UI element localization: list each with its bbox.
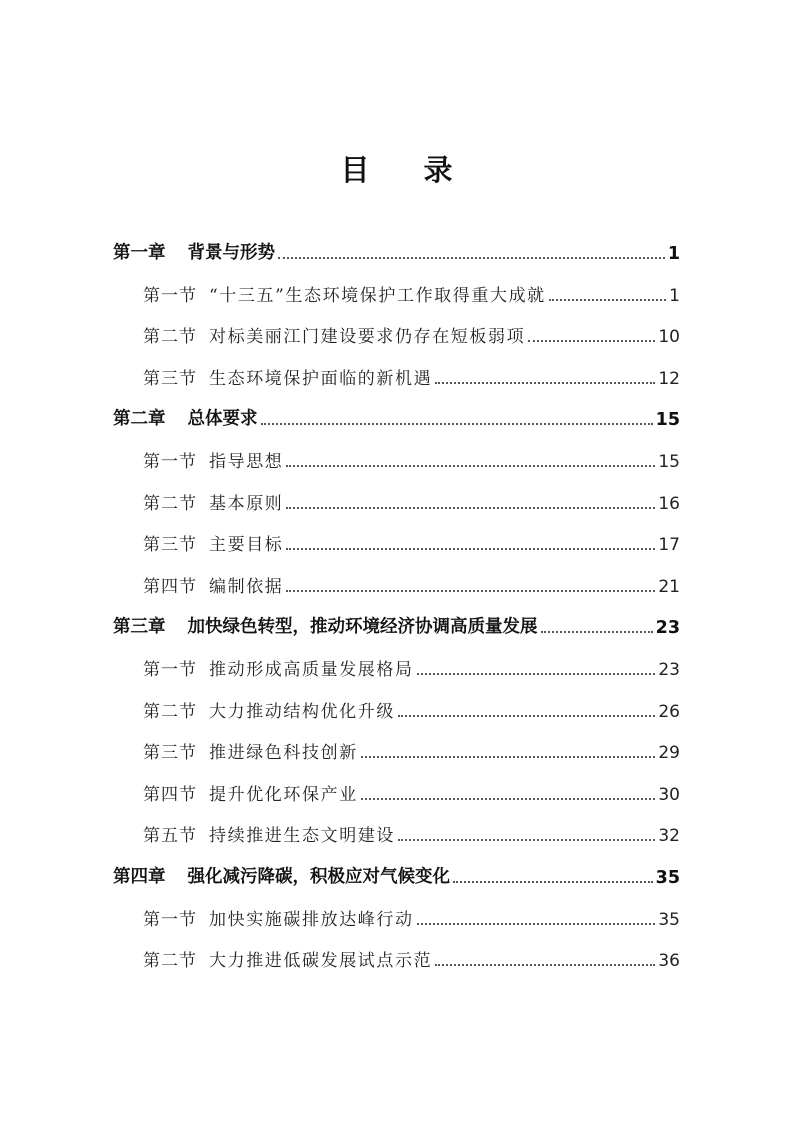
chapter-title: 加快绿色转型，推动环境经济协调高质量发展 — [187, 617, 538, 638]
dot-leader — [286, 465, 655, 467]
toc-section-entry[interactable] — [143, 282, 680, 306]
page-number: 1 — [669, 285, 680, 306]
page-number: 15 — [658, 452, 680, 472]
toc-entry-label — [113, 613, 538, 638]
section-title: 主要目标 — [209, 535, 284, 556]
section-number: 第二节 — [143, 701, 197, 722]
toc-entry-label — [143, 489, 283, 514]
page-title: 目 录 — [340, 153, 475, 187]
section-number: 第一节 — [143, 285, 197, 306]
section-number: 第三节 — [143, 535, 197, 556]
section-number: 第三节 — [143, 368, 197, 389]
chapter-number: 第三章 — [113, 617, 166, 638]
dot-leader — [361, 756, 656, 758]
section-number: 第五节 — [143, 826, 197, 847]
section-title: “十三五”生态环境保护工作取得重大成就 — [209, 285, 546, 306]
section-number: 第二节 — [143, 951, 197, 972]
page-number: 29 — [658, 743, 680, 764]
section-number: 第一节 — [143, 660, 197, 680]
toc-entry-label — [143, 322, 525, 347]
toc-section-entry[interactable] — [143, 822, 680, 846]
toc-chapter-entry[interactable] — [113, 406, 680, 430]
section-title: 推进绿色科技创新 — [209, 743, 358, 764]
toc-section-entry[interactable] — [143, 573, 680, 597]
page-number: 30 — [658, 784, 680, 805]
toc-entry-label — [143, 655, 414, 680]
section-title: 基本原则 — [209, 493, 284, 514]
toc-entry-label — [143, 447, 283, 472]
section-title: 推动形成高质量发展格局 — [209, 660, 414, 680]
toc-entry-label — [143, 946, 432, 971]
section-number: 第三节 — [143, 743, 197, 764]
toc-entry-label — [143, 364, 432, 389]
toc-entry-label — [143, 281, 546, 306]
dot-leader — [549, 299, 666, 301]
page-number: 26 — [658, 701, 680, 722]
dot-leader — [286, 590, 655, 592]
toc-section-entry[interactable] — [143, 781, 680, 805]
section-title: 大力推进低碳发展试点示范 — [209, 951, 433, 972]
toc-section-entry[interactable] — [143, 365, 680, 389]
dot-leader — [398, 715, 655, 717]
section-number: 第四节 — [143, 784, 197, 805]
toc-section-entry[interactable] — [143, 947, 680, 971]
toc-section-entry[interactable] — [143, 906, 680, 930]
page-number: 10 — [658, 327, 680, 348]
chapter-number: 第四章 — [113, 867, 166, 887]
chapter-title: 强化减污降碳，积极应对气候变化 — [187, 867, 450, 887]
section-title: 加快实施碳排放达峰行动 — [209, 909, 414, 930]
dot-leader — [528, 340, 655, 342]
toc-chapter-entry[interactable] — [113, 614, 680, 638]
section-number: 第二节 — [143, 327, 197, 348]
toc-entry-label — [143, 821, 395, 846]
page-number: 23 — [655, 618, 680, 639]
toc-entry-label — [113, 239, 275, 264]
page-number: 17 — [658, 535, 680, 556]
section-title: 指导思想 — [209, 452, 284, 472]
toc-section-entry[interactable] — [143, 739, 680, 763]
toc-entry-label — [113, 863, 450, 888]
section-title: 大力推动结构优化升级 — [209, 701, 395, 722]
page-number: 12 — [658, 368, 680, 389]
dot-leader — [453, 881, 653, 883]
page-number: 35 — [658, 909, 680, 930]
toc-entry-label — [113, 405, 258, 430]
toc-entry-label — [143, 780, 358, 805]
page-number: 1 — [667, 244, 680, 264]
dot-leader — [541, 631, 653, 633]
chapter-title: 总体要求 — [187, 409, 258, 430]
chapter-number: 第二章 — [113, 409, 166, 430]
toc-entry-label — [143, 738, 358, 763]
dot-leader — [417, 673, 656, 675]
section-title: 编制依据 — [209, 576, 284, 597]
section-title: 生态环境保护面临的新机遇 — [209, 368, 433, 389]
dot-leader — [361, 798, 656, 800]
dot-leader — [261, 423, 653, 425]
toc-section-entry[interactable] — [143, 531, 680, 555]
toc-entry-label — [143, 530, 283, 555]
section-title: 对标美丽江门建设要求仍存在短板弱项 — [209, 327, 526, 348]
toc-chapter-entry[interactable] — [113, 240, 680, 264]
toc-entry-label — [143, 905, 414, 930]
toc-section-entry[interactable] — [143, 448, 680, 472]
page-number: 36 — [658, 951, 680, 972]
page-number: 23 — [658, 660, 680, 680]
section-number: 第一节 — [143, 909, 197, 930]
toc-entry-label — [143, 572, 283, 597]
page-number: 32 — [658, 826, 680, 847]
chapter-number: 第一章 — [113, 243, 166, 263]
section-number: 第二节 — [143, 493, 197, 514]
toc-section-entry[interactable] — [143, 490, 680, 514]
dot-leader — [278, 257, 665, 259]
chapter-title: 背景与形势 — [187, 243, 275, 263]
dot-leader — [435, 964, 655, 966]
dot-leader — [435, 382, 655, 384]
page-number: 15 — [655, 410, 680, 431]
section-title: 持续推进生态文明建设 — [209, 826, 395, 847]
toc-section-entry[interactable] — [143, 323, 680, 347]
page-number: 21 — [658, 576, 680, 597]
dot-leader — [286, 548, 655, 550]
dot-leader — [417, 923, 656, 925]
dot-leader — [398, 839, 655, 841]
section-number: 第四节 — [143, 576, 197, 597]
toc-section-entry[interactable] — [143, 698, 680, 722]
section-title: 提升优化环保产业 — [209, 784, 358, 805]
page-number: 16 — [658, 493, 680, 514]
page-number: 35 — [655, 868, 680, 888]
toc-entry-label — [143, 697, 395, 722]
toc-section-entry[interactable] — [143, 656, 680, 680]
dot-leader — [286, 507, 655, 509]
toc-chapter-entry[interactable] — [113, 864, 680, 888]
section-number: 第一节 — [143, 452, 197, 472]
